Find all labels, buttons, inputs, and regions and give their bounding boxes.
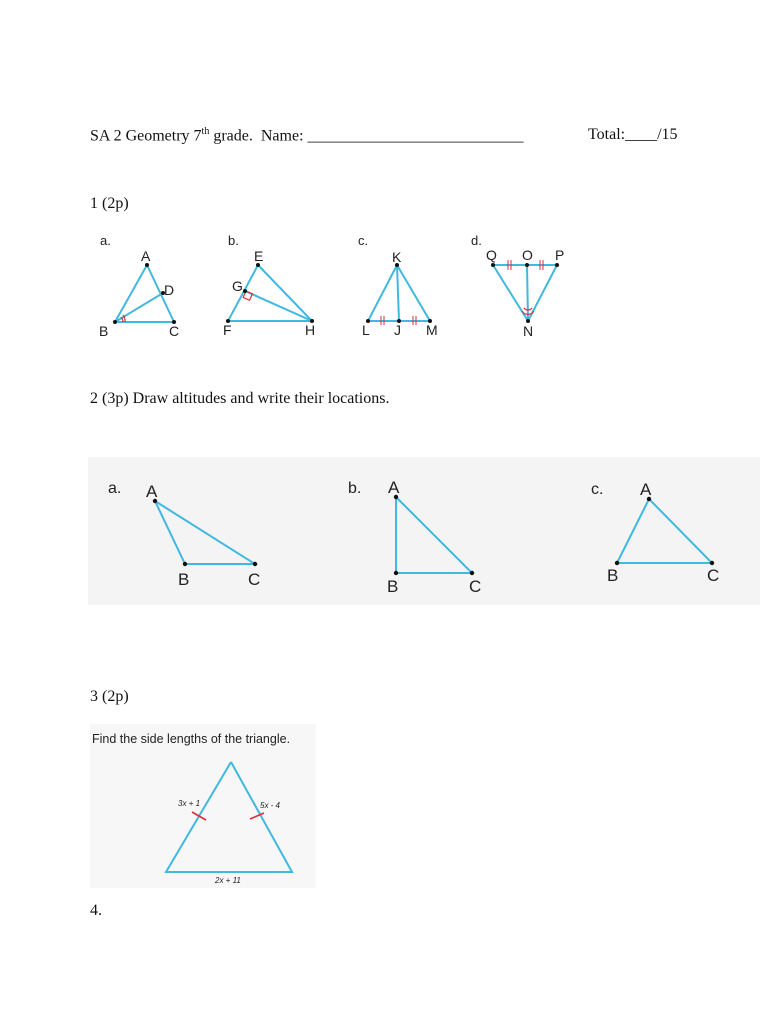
q1c-triangle <box>358 233 438 338</box>
q3-right-side-label: 5x - 4 <box>260 801 281 810</box>
title-superscript: th <box>201 126 210 137</box>
q2a-tag: a. <box>108 480 122 497</box>
q1c-vertex-j: J <box>394 322 401 338</box>
q1c-vertex-k: K <box>392 249 402 265</box>
q2c-tag: c. <box>591 481 604 498</box>
q1-figures <box>90 225 590 345</box>
q1a-vertex-b: B <box>99 323 109 339</box>
q1b-tag: b. <box>228 233 239 248</box>
question-2-heading: 2 (3p) Draw altitudes and write their locations. <box>90 390 390 407</box>
q2b-vertex-a: A <box>388 478 400 497</box>
q1c-vertex-l: L <box>362 322 370 338</box>
q1b-vertex-h: H <box>305 322 316 338</box>
q1d-vertex-n: N <box>523 323 534 339</box>
q1b-vertex-g: G <box>232 278 243 294</box>
q1d-tag: d. <box>471 233 482 248</box>
q1a-vertex-c: C <box>169 323 180 339</box>
q3-left-side-label: 3x + 1 <box>178 799 201 808</box>
q1c-tag: c. <box>358 233 369 248</box>
worksheet-title: SA 2 Geometry 7 <box>90 127 202 145</box>
q1c-vertex-m: M <box>426 322 438 338</box>
q2a-vertex-b: B <box>178 570 190 589</box>
question-4-heading: 4. <box>90 902 102 919</box>
q2-figures <box>88 457 760 605</box>
q1d-vertex-o: O <box>522 247 533 263</box>
q1a-vertex-d: D <box>164 282 175 298</box>
q3-figure <box>90 724 316 888</box>
q1a-triangle <box>99 233 179 339</box>
q1a-tag: a. <box>100 233 111 248</box>
worksheet-header <box>90 126 524 145</box>
total-score-field[interactable]: Total:____/15 <box>588 126 678 143</box>
worksheet-title-rest: grade. Name: <box>209 127 308 145</box>
q2b-vertex-c: C <box>469 577 482 596</box>
q1d-vertex-q: Q <box>486 247 497 263</box>
q3-instruction: Find the side lengths of the triangle. <box>92 732 291 746</box>
q1d-triangle <box>471 233 564 339</box>
q1a-vertex-a: A <box>141 248 151 264</box>
question-3-heading: 3 (2p) <box>90 688 129 705</box>
question-1-heading: 1 (2p) <box>90 195 129 212</box>
q2a-vertex-c: C <box>248 570 261 589</box>
q2b-vertex-b: B <box>387 577 399 596</box>
q2c-vertex-b: B <box>607 566 619 585</box>
q1d-vertex-p: P <box>555 247 565 263</box>
name-field[interactable]: ___________________________ <box>307 127 524 145</box>
q1b-triangle <box>223 233 315 338</box>
q2c-vertex-a: A <box>640 480 652 499</box>
q1b-vertex-f: F <box>223 322 232 338</box>
q2b-tag: b. <box>348 480 362 497</box>
q3-bottom-side-label: 2x + 11 <box>215 876 241 885</box>
q2c-vertex-c: C <box>707 566 720 585</box>
q2a-vertex-a: A <box>146 482 158 501</box>
q1b-vertex-e: E <box>254 248 264 264</box>
